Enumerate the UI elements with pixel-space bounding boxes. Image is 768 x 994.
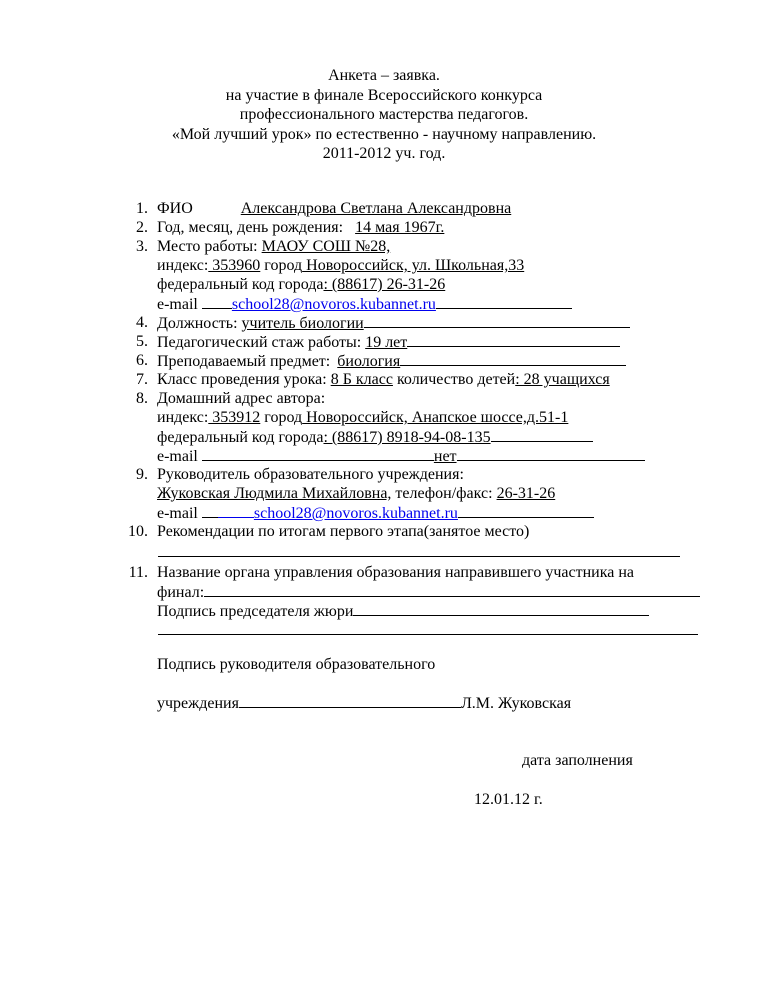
blank-line [458, 504, 594, 518]
work-email-label: e-mail [157, 296, 198, 313]
birth-value: 14 мая 1967г. [355, 219, 445, 236]
date-value: 12.01.12 г. [474, 791, 543, 808]
organ-label: Название органа управления образования направившего участника на [157, 564, 634, 581]
head-phone-label: телефон/факс: [391, 485, 497, 502]
blank-line [400, 352, 626, 366]
lesson-count-label: количество детей [396, 371, 516, 388]
home-email-row [157, 447, 645, 466]
work-city-value: Новороссийск, ул. Школьная,33 [302, 257, 525, 274]
blank-line [364, 314, 630, 328]
work-email-row [157, 295, 572, 314]
fio-value: Александрова Светлана Александровна [240, 200, 512, 217]
item-number-1: 1. [136, 200, 148, 217]
title-line-4: «Мой лучший урок» по естественно - научному направлению. [171, 125, 597, 143]
title-line-5: 2011-2012 уч. год. [322, 145, 446, 162]
work-code-label: федеральный код города [157, 276, 324, 293]
work-index-value: 353960 [208, 257, 261, 274]
blank-line [353, 602, 649, 616]
blank-line [202, 504, 218, 518]
fio-row [157, 200, 511, 218]
work-index-label: индекс: [157, 257, 209, 274]
recommend-rule [158, 556, 680, 557]
work-index-row [157, 257, 524, 275]
item-number-8: 8. [136, 390, 148, 407]
item-number-5: 5. [136, 333, 148, 350]
lesson-label: Класс проведения урока: [157, 371, 327, 388]
sign-line-1 [157, 656, 435, 674]
title-line-2: на участие в финале Всероссийского конкурса [225, 86, 543, 104]
head-email-link[interactable]: school28@novoros.kubannet.ru [253, 505, 458, 522]
head-label: Руководитель образовательного учреждения: [157, 466, 464, 483]
experience-row [157, 333, 620, 352]
head-email-row [157, 504, 594, 523]
head-name: Жуковская Людмила Михайловна, [157, 485, 392, 502]
date-label: дата заполнения [522, 752, 633, 769]
position-label: Должность: [157, 315, 238, 332]
recommend-row [157, 523, 529, 541]
position-value: учитель биологии [241, 315, 364, 332]
blank-line [204, 583, 700, 597]
position-row [157, 314, 630, 333]
organ-label-2: финал: [157, 584, 205, 601]
subject-value: биология [337, 353, 401, 370]
item-number-7: 7. [136, 371, 148, 388]
lesson-value: 8 Б класс [330, 371, 393, 388]
birth-label: Год, месяц, день рождения: [157, 219, 344, 236]
home-city-value: Новороссийск, Анапское шоссе,д.51-1 [302, 409, 569, 426]
organ-row-2 [157, 583, 700, 602]
experience-label: Педагогический стаж работы: [157, 334, 362, 351]
blank-line [239, 694, 461, 708]
lesson-count-value: : 28 учащихся [515, 371, 610, 388]
home-email-value: нет [433, 448, 457, 465]
item-number-9: 9. [136, 466, 148, 483]
home-label: Домашний адрес автора: [157, 390, 326, 407]
work-code-row [157, 276, 445, 294]
sign-line-2 [157, 694, 571, 713]
head-name-row [157, 485, 555, 503]
blank-line [436, 295, 572, 309]
form-title [0, 66, 768, 164]
lesson-row [157, 371, 610, 389]
sign-name: Л.М. Жуковская [460, 695, 572, 712]
work-value: МАОУ СОШ №28, [261, 238, 391, 255]
blank-line [457, 447, 645, 461]
blank-line [218, 504, 254, 518]
work-code-value: : (88617) 26-31-26 [323, 276, 446, 293]
work-label: Место работы: [157, 238, 258, 255]
blank-line [202, 295, 232, 309]
title-line-1: Анкета – заявка. [328, 67, 440, 84]
jury-rule [158, 634, 698, 635]
head-row [157, 466, 464, 484]
home-city-label: город [260, 409, 303, 426]
work-email-link[interactable]: school28@novoros.kubannet.ru [231, 296, 436, 313]
birth-row [157, 219, 444, 237]
item-number-10: 10. [128, 523, 148, 540]
item-number-6: 6. [136, 352, 148, 369]
work-city-label: город [260, 257, 303, 274]
item-number-3: 3. [136, 238, 148, 255]
item-number-11: 11. [128, 564, 148, 581]
experience-value: 19 лет [365, 334, 408, 351]
organ-row [157, 564, 634, 582]
home-code-label: федеральный код города [157, 429, 324, 446]
title-line-3: профессионального мастерства педагогов. [239, 106, 529, 123]
subject-label: Преподаваемый предмет: [157, 353, 331, 370]
home-index-label: индекс: [157, 409, 209, 426]
home-email-label: e-mail [157, 448, 198, 465]
work-row [157, 238, 390, 256]
recommend-label: Рекомендации по итогам первого этапа(занятое место) [157, 523, 530, 540]
home-index-value: 353912 [208, 409, 261, 426]
subject-row [157, 352, 626, 371]
head-phone-value: 26-31-26 [496, 485, 556, 502]
blank-line [491, 428, 593, 442]
jury-row [157, 602, 649, 621]
home-code-value: : (88617) 8918-94-08-135 [323, 429, 491, 446]
fio-label: ФИО [157, 200, 193, 217]
sign-label-1: Подпись руководителя образовательного [157, 656, 436, 673]
home-code-row [157, 428, 593, 447]
jury-label: Подпись председателя жюри [157, 603, 354, 620]
item-number-4: 4. [136, 314, 148, 331]
blank-line [202, 447, 434, 461]
sign-label-2: учреждения [157, 695, 239, 712]
head-email-label: e-mail [157, 505, 198, 522]
blank-line [407, 333, 620, 347]
item-number-2: 2. [136, 219, 148, 236]
home-index-row [157, 409, 568, 427]
home-row [157, 390, 325, 408]
